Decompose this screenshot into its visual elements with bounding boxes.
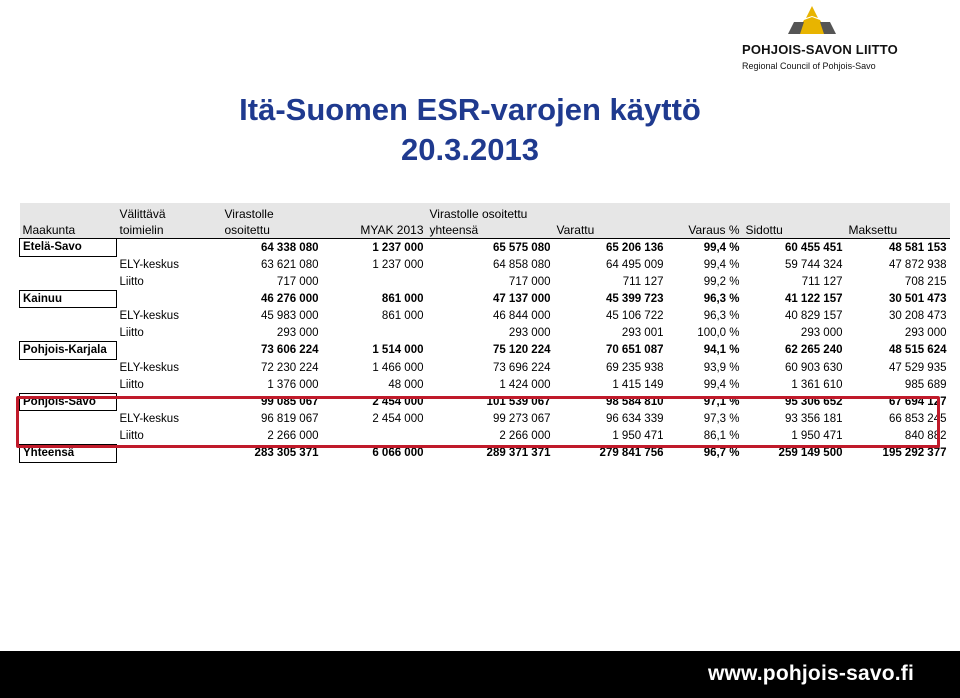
cell-region: Pohjois-Savo [20,393,117,411]
cell-yhteensa: 99 273 067 [492,413,551,425]
cell-sidottu: 41 122 157 [784,292,843,305]
esr-funds-table [19,203,950,463]
cell-osoitettu: 2 266 000 [267,430,319,442]
cell-region [20,273,117,290]
cell-varaus: 99,4 % [703,241,740,254]
cell-myak: 861 000 [381,292,424,305]
cell-yhteensa: 46 844 000 [492,310,551,322]
table-header-row [20,203,950,239]
table-row [20,325,950,342]
cell-sidottu: 40 829 157 [784,310,843,322]
cell-sidottu: 95 306 652 [784,395,843,408]
cell-maksettu: 985 689 [904,378,947,391]
table-row [20,428,950,445]
cell-body [117,290,222,308]
cell-maksettu: 48 581 153 [888,241,947,254]
logo-name: POHJOIS-SAVON LIITTO [742,42,898,57]
cell-varattu: 70 651 087 [605,344,664,357]
cell-region [20,359,117,376]
cell-body [117,445,222,463]
header-maksettu: Maksettu [846,203,950,239]
cell-osoitettu: 96 819 067 [260,413,319,425]
cell-varattu: 69 235 938 [605,361,664,374]
cell-region [20,325,117,342]
logo-emblem-icon [782,4,842,40]
table-row [20,359,950,376]
cell-maksettu: 708 215 [904,275,947,288]
cell-myak: 861 000 [381,310,424,322]
cell-body: Liitto [119,378,144,391]
cell-varaus: 99,4 % [703,258,740,271]
organization-logo [742,4,942,74]
cell-varaus: 86,1 % [703,430,740,442]
cell-region: Pohjois-Karjala [20,342,117,360]
footer-url: www.pohjois-savo.fi [707,662,914,685]
header-sidottu: Sidottu [743,203,846,239]
header-varaus: Varaus % [667,203,743,239]
cell-varattu: 65 206 136 [605,241,664,254]
cell-osoitettu: 46 276 000 [260,292,319,305]
cell-myak: 1 466 000 [372,361,424,374]
page-date: 20.3.2013 [401,132,539,167]
footer-bar [0,651,960,698]
cell-varattu: 293 001 [621,327,664,339]
cell-myak: 2 454 000 [372,395,424,408]
cell-sidottu: 93 356 181 [784,413,843,425]
table-row [20,393,950,411]
cell-maksettu: 30 208 473 [888,310,947,322]
cell-body: ELY-keskus [119,310,179,322]
page-title: Itä-Suomen ESR-varojen käyttö [239,92,701,127]
cell-maksettu: 48 515 624 [888,344,947,357]
cell-body [117,393,222,411]
cell-yhteensa: 2 266 000 [499,430,551,442]
cell-varaus: 96,3 % [703,310,740,322]
cell-sidottu: 62 265 240 [784,344,843,357]
cell-body: ELY-keskus [119,361,179,374]
cell-varaus: 97,3 % [703,413,740,425]
cell-osoitettu: 283 305 371 [254,447,319,460]
cell-osoitettu: 99 085 067 [260,395,319,408]
table-row [20,445,950,463]
cell-myak [322,428,427,445]
cell-osoitettu: 45 983 000 [260,310,319,322]
cell-osoitettu: 1 376 000 [267,378,319,391]
cell-sidottu: 59 744 324 [784,258,843,271]
cell-osoitettu: 72 230 224 [260,361,319,374]
table-row [20,273,950,290]
header-valittava-toimielin: Välittävä toimielin [117,203,222,239]
cell-maksettu: 47 529 935 [888,361,947,374]
cell-myak: 48 000 [388,378,424,391]
cell-varattu: 64 495 009 [605,258,664,271]
cell-varaus: 96,7 % [703,447,740,460]
cell-myak: 2 454 000 [372,413,424,425]
cell-sidottu: 1 950 471 [791,430,843,442]
table-row [20,411,950,428]
cell-myak: 1 237 000 [372,258,424,271]
cell-sidottu: 259 149 500 [778,447,843,460]
cell-osoitettu: 73 606 224 [260,344,319,357]
cell-varaus: 94,1 % [703,344,740,357]
cell-yhteensa: 65 575 080 [492,241,551,254]
header-myak: MYAK 2013 [322,203,427,239]
table-row [20,239,950,257]
cell-body [117,342,222,360]
cell-osoitettu: 717 000 [276,275,319,288]
cell-maksettu: 30 501 473 [888,292,947,305]
cell-varaus: 99,2 % [703,275,740,288]
header-maakunta: Maakunta [20,203,117,239]
cell-yhteensa: 47 137 000 [492,292,551,305]
cell-varattu: 711 127 [622,275,664,288]
cell-osoitettu: 63 621 080 [260,258,319,271]
cell-myak: 1 514 000 [372,344,424,357]
cell-varattu: 45 399 723 [605,292,664,305]
cell-body: Liitto [119,430,144,442]
cell-varaus: 93,9 % [703,361,740,374]
cell-myak: 6 066 000 [372,447,424,460]
cell-region [20,411,117,428]
cell-yhteensa: 75 120 224 [492,344,551,357]
cell-varaus: 100,0 % [697,327,740,339]
cell-varaus: 96,3 % [703,292,740,305]
cell-maksettu: 293 000 [904,327,947,339]
cell-varattu: 1 415 149 [612,378,664,391]
cell-maksettu: 840 882 [904,430,947,442]
header-virastolle-osoitettu: Virastolle osoitettu [222,203,322,239]
cell-region [20,308,117,325]
header-varattu: Varattu [554,203,667,239]
cell-sidottu: 60 455 451 [784,241,843,254]
cell-yhteensa: 293 000 [508,327,551,339]
cell-sidottu: 711 127 [801,275,843,288]
cell-osoitettu: 64 338 080 [260,241,319,254]
cell-maksettu: 66 853 245 [888,413,947,425]
cell-varaus: 97,1 % [703,395,740,408]
cell-myak: 1 237 000 [372,241,424,254]
cell-body: Liitto [119,275,144,288]
cell-body: ELY-keskus [119,413,179,425]
cell-yhteensa: 289 371 371 [486,447,551,460]
cell-yhteensa: 64 858 080 [492,258,551,271]
cell-body: ELY-keskus [119,258,179,271]
cell-yhteensa: 73 696 224 [492,361,551,374]
cell-body [117,239,222,257]
cell-yhteensa: 717 000 [508,275,551,288]
cell-varattu: 98 584 810 [605,395,664,408]
logo-subtitle: Regional Council of Pohjois-Savo [742,61,876,71]
table-row [20,308,950,325]
cell-region: Kainuu [20,290,117,308]
cell-region [20,428,117,445]
cell-region: Yhteensä [20,445,117,463]
cell-sidottu: 293 000 [800,327,843,339]
cell-sidottu: 60 903 630 [784,361,843,374]
cell-maksettu: 47 872 938 [888,258,947,271]
cell-myak [322,325,427,342]
cell-varattu: 45 106 722 [605,310,664,322]
cell-varattu: 96 634 339 [605,413,664,425]
table-row [20,342,950,360]
cell-yhteensa: 101 539 067 [486,395,551,408]
cell-region [20,256,117,273]
cell-maksettu: 67 694 127 [888,395,947,408]
cell-myak [322,273,427,290]
header-yhteensa: Virastolle osoitettu yhteensä [427,203,554,239]
cell-sidottu: 1 361 610 [791,378,843,391]
cell-yhteensa: 1 424 000 [499,378,551,391]
table-row [20,256,950,273]
cell-varattu: 279 841 756 [599,447,664,460]
cell-varattu: 1 950 471 [612,430,664,442]
cell-region: Etelä-Savo [20,239,117,257]
cell-varaus: 99,4 % [703,378,740,391]
cell-region [20,376,117,393]
table-row [20,376,950,393]
cell-osoitettu: 293 000 [276,327,319,339]
cell-body: Liitto [119,327,144,339]
cell-maksettu: 195 292 377 [882,447,947,460]
table-row [20,290,950,308]
